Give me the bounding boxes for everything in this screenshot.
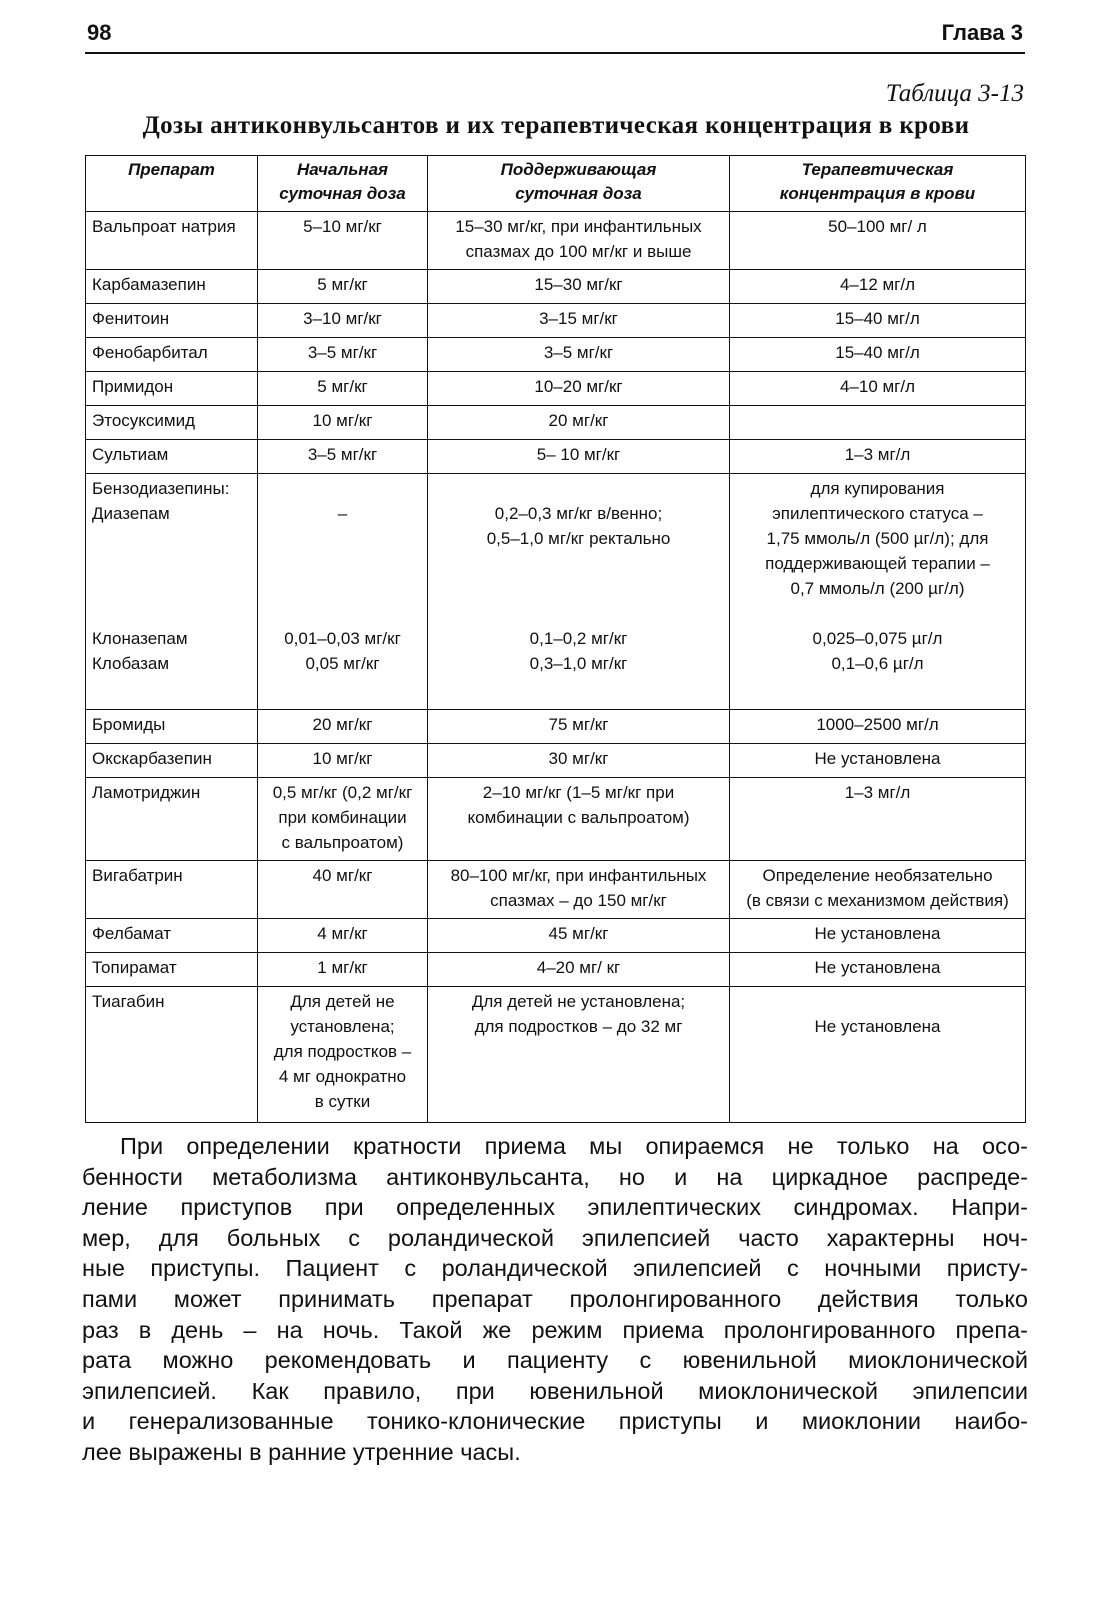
body-paragraph (82, 1131, 1028, 1468)
cell-blood-concentration: 1000–2500 мг/л (730, 710, 1026, 744)
cell-blood-concentration: 1–3 мг/л (730, 778, 1026, 861)
table-row (86, 710, 1026, 744)
paragraph-line: лее выражены в ранние утренние часы. (82, 1438, 521, 1465)
column-header-blood-concentration: Терапевтическая концентрация в крови (730, 156, 1026, 212)
paragraph-line: рата можно рекомендовать и пациенту с ювенильной миоклонической (82, 1347, 1028, 1374)
running-header (85, 16, 1025, 54)
cell-maintenance-dose: Для детей не установлена; для подростков – до 32 мг (428, 987, 730, 1123)
cell-drug: Вигабатрин (86, 861, 258, 919)
cell-drug: Фелбамат (86, 919, 258, 953)
cell-blood-concentration: Не установлена (730, 987, 1026, 1123)
cell-initial-dose: 5 мг/кг (258, 270, 428, 304)
cell-drug: Фенитоин (86, 304, 258, 338)
paragraph-line: раз в день – на ночь. Такой же режим приема пролонгированного препа- (82, 1316, 1028, 1343)
table-row (86, 372, 1026, 406)
cell-maintenance-dose: 15–30 мг/кг (428, 270, 730, 304)
cell-maintenance-dose: 45 мг/кг (428, 919, 730, 953)
cell-initial-dose: 4 мг/кг (258, 919, 428, 953)
cell-initial-dose: 3–5 мг/кг (258, 338, 428, 372)
cell-drug: Окскарбазепин (86, 744, 258, 778)
page-number: 98 (87, 20, 112, 45)
cell-maintenance-dose: 15–30 мг/кг, при инфантильных спазмах до 100 мг/кг и выше (428, 212, 730, 270)
cell-initial-dose: 3–5 мг/кг (258, 440, 428, 474)
cell-maintenance-dose: 75 мг/кг (428, 710, 730, 744)
paragraph-line: эпилепсией. Как правило, при ювенильной миоклонической эпилепсии (82, 1377, 1028, 1404)
cell-maintenance-dose: 3–15 мг/кг (428, 304, 730, 338)
cell-drug: Тиагабин (86, 987, 258, 1123)
cell-blood-concentration: для купирования эпилептического статуса – 1,75 ммоль/л (500 µг/л); для поддерживающей терапии – 0,7 ммоль/л (200 µг/л) 0,025–0,075 µг/л 0,1–0,6 µг/л (730, 474, 1026, 710)
cell-blood-concentration (730, 406, 1026, 440)
cell-blood-concentration: Не установлена (730, 953, 1026, 987)
cell-initial-dose: 10 мг/кг (258, 406, 428, 440)
table-label: Таблица 3-13 (885, 80, 1024, 107)
column-header-initial-dose: Начальная суточная доза (258, 156, 428, 212)
cell-drug: Бензодиазепины: Диазепам Клоназепам Клобазам (86, 474, 258, 710)
cell-drug: Вальпроат натрия (86, 212, 258, 270)
table-row (86, 212, 1026, 270)
cell-maintenance-dose: 5– 10 мг/кг (428, 440, 730, 474)
cell-maintenance-dose: 10–20 мг/кг (428, 372, 730, 406)
table-title: Дозы антиконвульсантов и их терапевтическая концентрация в крови (142, 112, 970, 139)
cell-maintenance-dose: 20 мг/кг (428, 406, 730, 440)
cell-drug: Примидон (86, 372, 258, 406)
table-row (86, 406, 1026, 440)
cell-blood-concentration: 15–40 мг/л (730, 304, 1026, 338)
paragraph-line: мер, для больных с роландической эпилепсией часто характерны ноч- (82, 1224, 1028, 1251)
cell-maintenance-dose: 3–5 мг/кг (428, 338, 730, 372)
cell-blood-concentration: Не установлена (730, 919, 1026, 953)
cell-initial-dose: 0,5 мг/кг (0,2 мг/кг при комбинации с вальпроатом) (258, 778, 428, 861)
paragraph-line: ление приступов при определенных эпилептических синдромах. Напри- (82, 1194, 1028, 1221)
cell-maintenance-dose: 30 мг/кг (428, 744, 730, 778)
paragraph-line: При определении кратности приема мы опираемся не только на осо- (120, 1133, 1028, 1159)
cell-maintenance-dose: 80–100 мг/кг, при инфантильных спазмах – до 150 мг/кг (428, 861, 730, 919)
paragraph-line: и генерализованные тонико-клонические приступы и миоклонии наибо- (82, 1408, 1028, 1435)
cell-drug: Фенобарбитал (86, 338, 258, 372)
cell-blood-concentration: 4–12 мг/л (730, 270, 1026, 304)
table-row (86, 338, 1026, 372)
table-row (86, 440, 1026, 474)
table-row (86, 270, 1026, 304)
cell-blood-concentration: 15–40 мг/л (730, 338, 1026, 372)
cell-drug: Бромиды (86, 710, 258, 744)
cell-initial-dose: 1 мг/кг (258, 953, 428, 987)
cell-blood-concentration: 1–3 мг/л (730, 440, 1026, 474)
column-header-maintenance-dose: Поддерживающая суточная доза (428, 156, 730, 212)
cell-maintenance-dose: 2–10 мг/кг (1–5 мг/кг при комбинации с вальпроатом) (428, 778, 730, 861)
cell-initial-dose: 3–10 мг/кг (258, 304, 428, 338)
cell-drug: Топирамат (86, 953, 258, 987)
table-row (86, 919, 1026, 953)
cell-drug: Сультиам (86, 440, 258, 474)
cell-blood-concentration: Определение необязательно (в связи с механизмом действия) (730, 861, 1026, 919)
doses-table (85, 155, 1026, 1123)
cell-initial-dose: – 0,01–0,03 мг/кг 0,05 мг/кг (258, 474, 428, 710)
cell-maintenance-dose: 0,2–0,3 мг/кг в/венно; 0,5–1,0 мг/кг ректально 0,1–0,2 мг/кг 0,3–1,0 мг/кг (428, 474, 730, 710)
cell-blood-concentration: 4–10 мг/л (730, 372, 1026, 406)
cell-initial-dose: Для детей не установлена; для подростков – 4 мг однократно в сутки (258, 987, 428, 1123)
paragraph-line: ные приступы. Пациент с роландической эпилепсией с ночными присту- (82, 1255, 1028, 1282)
table-row (86, 304, 1026, 338)
table-header-row (86, 156, 1026, 212)
table-row (86, 953, 1026, 987)
table-row (86, 474, 1026, 710)
chapter-title: Глава 3 (941, 20, 1023, 45)
column-header-drug: Препарат (86, 156, 258, 212)
table-row (86, 778, 1026, 861)
cell-initial-dose: 5 мг/кг (258, 372, 428, 406)
cell-drug: Карбамазепин (86, 270, 258, 304)
paragraph-line: пами может принимать препарат пролонгированного действия только (82, 1285, 1028, 1312)
cell-maintenance-dose: 4–20 мг/ кг (428, 953, 730, 987)
cell-blood-concentration: 50–100 мг/ л (730, 212, 1026, 270)
cell-initial-dose: 5–10 мг/кг (258, 212, 428, 270)
cell-initial-dose: 10 мг/кг (258, 744, 428, 778)
table-row (86, 861, 1026, 919)
table-row (86, 744, 1026, 778)
paragraph-line: бенности метаболизма антиконвульсанта, но и на циркадное распреде- (82, 1163, 1028, 1190)
table-row (86, 987, 1026, 1123)
cell-initial-dose: 20 мг/кг (258, 710, 428, 744)
cell-drug: Этосуксимид (86, 406, 258, 440)
cell-blood-concentration: Не установлена (730, 744, 1026, 778)
cell-drug: Ламотриджин (86, 778, 258, 861)
cell-initial-dose: 40 мг/кг (258, 861, 428, 919)
